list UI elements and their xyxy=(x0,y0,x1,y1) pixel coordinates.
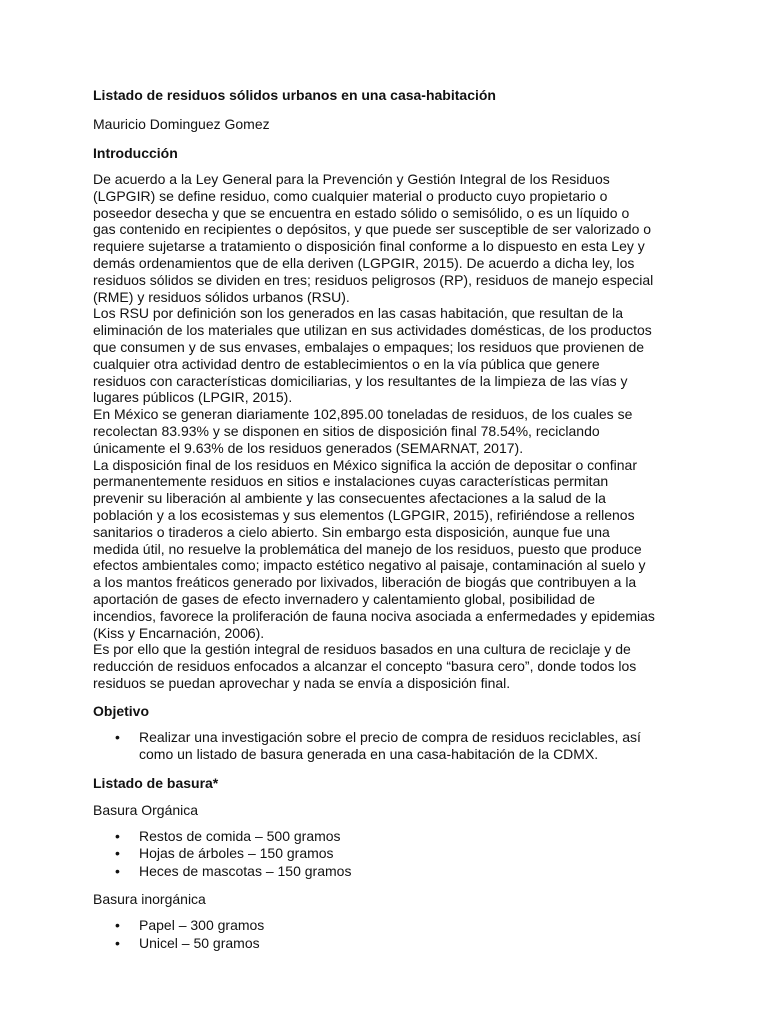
document-title: Listado de residuos sólidos urbanos en una casa-habitación xyxy=(93,87,496,103)
intro-paragraph: En México se generan diariamente 102,895.00 toneladas de residuos, de los cuales se recolectan 83.93% y se disponen en sitios de disposición final 78.54%, reciclando únicamente el 9.63% de los residuos generados (SEMARNAT, 2017). xyxy=(93,406,633,456)
waste-list-heading: Listado de basura* xyxy=(93,774,219,791)
intro-paragraph: La disposición final de los residuos en México significa la acción de depositar o confinar permanentemente residuos en sitios e instalaciones cuyas características permitan prevenir su liberación al ambiente y las consecuentes afectaciones a la salud de la población y a los ecosistemas y sus elementos (LGPGIR, 2015), refiriéndose a rellenos sanitarios o tiraderos a cielo abierto. Sin embargo esta disposición, aunque fue una medida útil, no resuelve la problemática del manejo de los residuos, puesto que produce efectos ambientales como; impacto estético negativo al paisaje, contaminación al suelo y a los mantos freáticos generado por lixivados, liberación de biogás que contribuyen a la aportación de gases de efecto invernadero y calentamiento global, posibilidad de incendios, favorece la proliferación de fauna nociva asociada a enfermedades y epidemias (Kiss y Encarnación, 2006). xyxy=(93,456,655,641)
list-item xyxy=(93,863,655,881)
intro-paragraph: De acuerdo a la Ley General para la Prevención y Gestión Integral de los Residuos (LGPGIR) se define residuo, como cualquier material o producto cuyo propietario o poseedor desecha y que se encuentra en estado sólido o semisólido, o es un líquido o gas contenido en recipientes o depósitos, y que puede ser susceptible de ser valorizado o requiere sujetarse a tratamiento o disposición final conforme a lo dispuesto en esta Ley y demás ordenamientos que de ella deriven (LGPGIR, 2015). De acuerdo a dicha ley, los residuos sólidos se dividen en tres; residuos peligrosos (RP), residuos de manejo especial (RME) y residuos sólidos urbanos (RSU). xyxy=(93,171,654,305)
list-item xyxy=(93,935,655,953)
list-item-text: Unicel – 50 gramos xyxy=(139,934,260,951)
list-item xyxy=(93,845,655,863)
list-item-text: Papel – 300 gramos xyxy=(139,917,265,934)
intro-body xyxy=(93,171,655,692)
intro-heading: Introducción xyxy=(93,145,178,161)
inorganic-waste-list xyxy=(93,917,655,952)
list-item-text: Realizar una investigación sobre el precio de compra de residuos reciclables, así como un listado de basura generada en una casa-habitación de la CDMX. xyxy=(139,728,641,763)
bullet-icon: • xyxy=(115,827,120,844)
list-item-text: Restos de comida – 500 gramos xyxy=(139,827,341,844)
list-item-text: Hojas de árboles – 150 gramos xyxy=(139,845,334,862)
bullet-icon: • xyxy=(115,728,120,745)
list-item-text: Heces de mascotas – 150 gramos xyxy=(139,862,352,879)
author-name: Mauricio Dominguez Gomez xyxy=(93,116,270,132)
intro-paragraph: Los RSU por definición son los generados en las casas habitación, que resultan de la eliminación de los materiales que utilizan en sus actividades domésticas, de los productos que consumen y de sus envases, embalajes o empaques; los residuos que provienen de cualquier otra actividad dentro de establecimientos o en la vía pública que genere residuos con características domiciliarias, y los resultantes de la limpieza de las vías y lugares públicos (LPGIR, 2015). xyxy=(93,305,652,406)
bullet-icon: • xyxy=(115,917,120,934)
intro-paragraph: Es por ello que la gestión integral de residuos basados en una cultura de reciclaje y de reducción de residuos enfocados a alcanzar el concepto “basura cero”, donde todos los residuos se puedan aprovechar y nada se envía a disposición final. xyxy=(93,641,637,691)
bullet-icon: • xyxy=(115,862,120,879)
objective-list xyxy=(93,729,655,764)
bullet-icon: • xyxy=(115,934,120,951)
list-item xyxy=(93,828,655,846)
organic-waste-list xyxy=(93,828,655,881)
organic-waste-label: Basura Orgánica xyxy=(93,801,199,818)
list-item xyxy=(93,729,655,764)
objective-heading: Objetivo xyxy=(93,702,150,719)
list-item xyxy=(93,917,655,935)
inorganic-waste-label: Basura inorgánica xyxy=(93,891,206,908)
document-page xyxy=(93,86,655,962)
bullet-icon: • xyxy=(115,845,120,862)
